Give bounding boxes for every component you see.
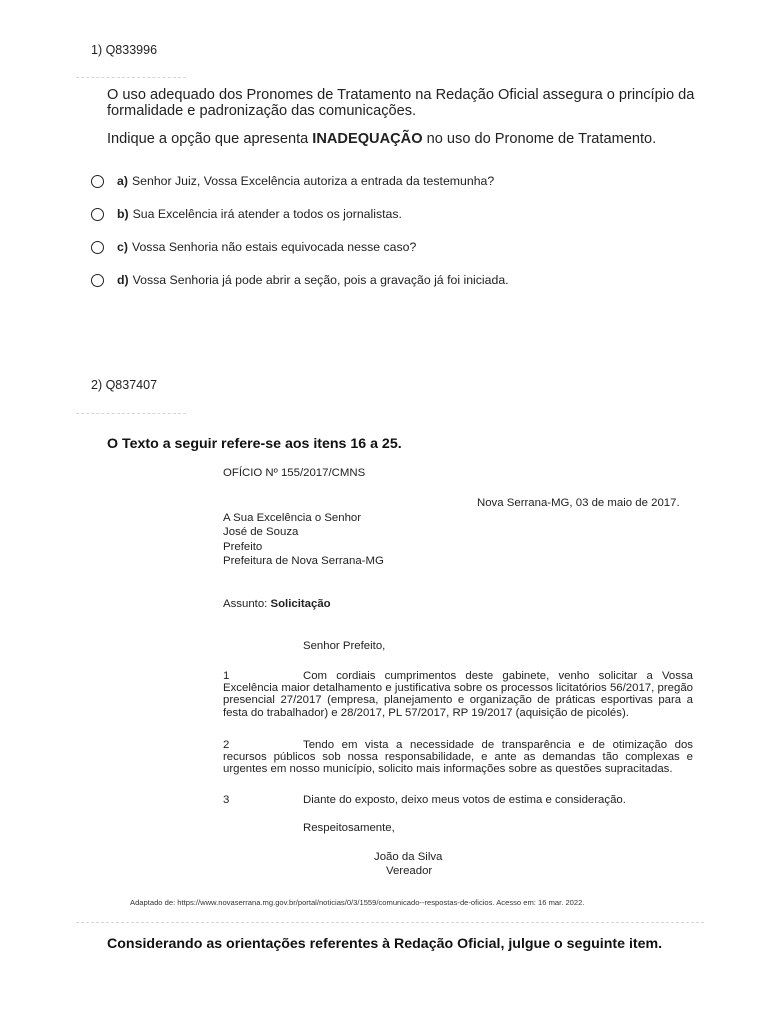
question-number: 2) Q837407 [91,378,158,392]
question-number: 1) Q833996 [91,43,158,57]
question-statement: O uso adequado dos Pronomes de Tratamento na Redação Oficial assegura o princípio da formalidade e padronização das comunicações. [107,87,695,119]
instruction-emphasis: INADEQUAÇÃO [312,131,423,147]
option-text: Vossa Senhoria não estais equivocada nesse caso? [131,240,417,254]
document-paragraph-1 [223,670,693,719]
divider [76,413,186,414]
recipient-line: José de Souza [223,526,299,538]
option-letter: b) [117,207,129,221]
divider [76,922,704,923]
signer-title: Vereador [386,865,433,877]
recipient-line: Prefeitura de Nova Serrana-MG [223,555,384,567]
option-text: Vossa Senhoria já pode abrir a seção, pois a gravação já foi iniciada. [132,273,509,287]
text-intro: O Texto a seguir refere-se aos itens 16 a 25. [107,436,402,452]
document-date: Nova Serrana-MG, 03 de maio de 2017. [477,497,680,509]
paragraph-number: 3 [223,794,230,806]
option-letter: d) [117,273,129,287]
document-header: OFÍCIO Nº 155/2017/CMNS [223,467,366,479]
subject-label: Assunto: [223,598,271,610]
recipient-line: A Sua Excelência o Senhor [223,512,362,524]
paragraph-number: 1 [223,670,230,682]
document-paragraph-3 [223,794,693,806]
paragraph-text: Tendo em vista a necessidade de transparência e de otimização dos recursos públicos sob nossa responsabilidade, e ante as demandas tão complexas e urgentes em nosso município, solicito mais informações sobre as questões supracitadas. [223,739,693,776]
radio-button[interactable] [91,241,104,254]
divider [76,77,186,78]
paragraph-text: Com cordiais cumprimentos deste gabinete, venho solicitar a Vossa Excelência maior detalhamento e justificativa sobre os processos licitatórios 56/2017, pregão presencial 27/2017 (empresa, planejamento e organização de práticas esportivas para a festa do trabalhador) e 28/2017, PL 57/2017, RP 19/2017 (aquisição de picolés). [223,670,693,719]
option-d[interactable] [91,271,509,289]
instruction-text-end: no uso do Pronome de Tratamento. [422,131,657,147]
option-b[interactable] [91,205,402,223]
option-text: Senhor Juiz, Vossa Excelência autoriza a entrada da testemunha? [131,174,495,188]
recipient-line: Prefeito [223,541,263,553]
document-paragraph-2 [223,739,693,776]
paragraph-number: 2 [223,739,230,751]
option-text: Sua Excelência irá atender a todos os jornalistas. [132,207,402,221]
option-letter: c) [117,240,128,254]
document-salutation: Senhor Prefeito, [303,640,386,652]
document-closing: Respeitosamente, [303,822,395,834]
radio-button[interactable] [91,208,104,221]
option-c[interactable] [91,238,416,256]
option-letter: a) [117,174,128,188]
document-subject [223,598,331,612]
source-caption: Adaptado de: https://www.novaserrana.mg.gov.br/portal/noticias/0/3/1559/comunicado--respostas-de-oficios. Acesso em: 16 mar. 2022. [130,898,585,907]
option-a[interactable] [91,172,494,190]
radio-button[interactable] [91,175,104,188]
question-prompt: Considerando as orientações referentes à Redação Oficial, julgue o seguinte item. [107,936,663,952]
instruction-text: Indique a opção que apresenta [107,131,313,147]
question-instruction [107,131,697,147]
radio-button[interactable] [91,274,104,287]
subject-value: Solicitação [270,598,331,610]
signer-name: João da Silva [374,851,443,863]
paragraph-text: Diante do exposto, deixo meus votos de estima e consideração. [303,794,626,806]
